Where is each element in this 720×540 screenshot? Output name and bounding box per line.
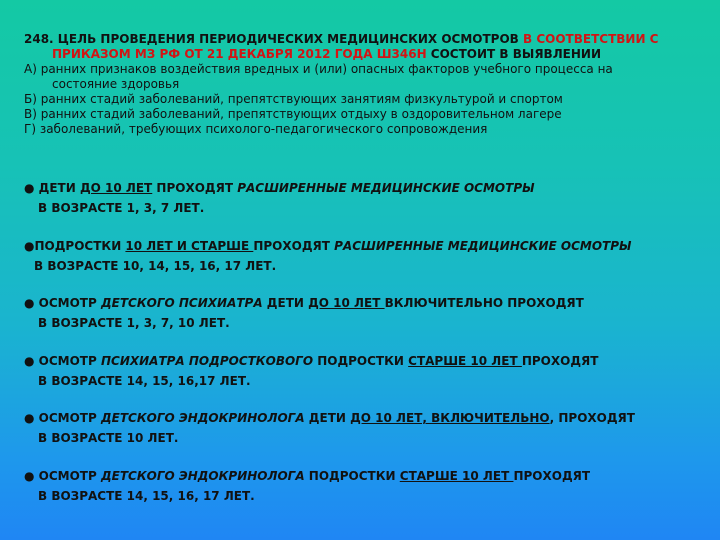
bullet-child-endocrinologist <box>24 408 704 448</box>
bullet-children-under-10 <box>24 178 704 218</box>
bullet-text: ● ОСМОТР <box>24 411 101 425</box>
bullet-text: ВКЛЮЧИТЕЛЬНО ПРОХОДЯТ <box>384 296 584 310</box>
bullet-age-line: В ВОЗРАСТЕ 1, 3, 7 ЛЕТ. <box>38 201 205 215</box>
bullet-underlined: ДО 10 ЛЕТ <box>79 181 153 195</box>
option-c: В) ранних стадий заболеваний, препятствующих отдыху в оздоровительном лагере <box>24 107 562 121</box>
bullet-text: ПОДРОСТКИ <box>304 469 400 483</box>
bullet-underlined: ДО 10 ЛЕТ <box>308 296 385 310</box>
option-d: Г) заболеваний, требующих психолого-педагогического сопровождения <box>24 122 488 136</box>
bullet-teen-endocrinologist <box>24 466 704 506</box>
bullet-text: ● ОСМОТР <box>24 296 101 310</box>
bullet-underlined: СТАРШЕ 10 ЛЕТ <box>408 354 522 368</box>
bullet-text: ● ОСМОТР <box>24 469 101 483</box>
bullet-underlined: СТАРШЕ 10 ЛЕТ <box>399 469 514 483</box>
bullet-age-line: В ВОЗРАСТЕ 1, 3, 7, 10 ЛЕТ. <box>38 316 230 330</box>
question-title-red-part1: В СООТВЕТСТВИИ С <box>523 32 659 46</box>
bullet-italic: ДЕТСКОГО ПСИХИАТРА <box>100 296 263 310</box>
bullet-text: ДЕТИ <box>262 296 309 310</box>
bullet-teens-10-and-older <box>24 236 704 276</box>
bullet-text: , ПРОХОДЯТ <box>549 411 635 425</box>
bullet-text: ●ПОДРОСТКИ <box>24 239 126 253</box>
bullet-age-line: В ВОЗРАСТЕ 14, 15, 16, 17 ЛЕТ. <box>38 489 255 503</box>
bullet-teen-psychiatrist <box>24 351 704 391</box>
bullet-age-line: В ВОЗРАСТЕ 10 ЛЕТ. <box>38 431 179 445</box>
bullet-text: ● ДЕТИ <box>24 181 80 195</box>
bullet-text: ПРОХОДЯТ <box>521 354 599 368</box>
bullet-italic: ДЕТСКОГО ЭНДОКРИНОЛОГА <box>100 411 305 425</box>
bullet-text: ПРОХОДЯТ <box>152 181 238 195</box>
question-title <box>24 32 704 62</box>
question-title-line2 <box>24 47 704 62</box>
bullet-child-psychiatrist <box>24 293 704 333</box>
question-block <box>24 32 704 137</box>
option-b: Б) ранних стадий заболеваний, препятствующих занятиям физкультурой и спортом <box>24 92 563 106</box>
bullet-underlined: ДО 10 ЛЕТ, ВКЛЮЧИТЕЛЬНО <box>350 411 550 425</box>
bullet-text: ПРОХОДЯТ <box>253 239 335 253</box>
bullet-text: ДЕТИ <box>304 411 351 425</box>
bullet-text: ● ОСМОТР <box>24 354 101 368</box>
option-a-continued: состояние здоровья <box>52 77 180 91</box>
question-title-part2: СОСТОИТ В ВЫЯВЛЕНИИ <box>426 47 601 61</box>
bullet-text: ПОДРОСТКИ <box>313 354 409 368</box>
bullet-italic: РАСШИРЕННЫЕ МЕДИЦИНСКИЕ ОСМОТРЫ <box>237 181 535 195</box>
option-a: А) ранних признаков воздействия вредных и (или) опасных факторов учебного процесса на <box>24 62 613 76</box>
bullet-text: ПРОХОДЯТ <box>513 469 591 483</box>
bullet-age-line: В ВОЗРАСТЕ 14, 15, 16,17 ЛЕТ. <box>38 374 251 388</box>
bullet-underlined: 10 ЛЕТ И СТАРШЕ <box>125 239 254 253</box>
bullet-age-line: В ВОЗРАСТЕ 10, 14, 15, 16, 17 ЛЕТ. <box>34 259 277 273</box>
question-title-part1: 248. ЦЕЛЬ ПРОВЕДЕНИЯ ПЕРИОДИЧЕСКИХ МЕДИЦИНСКИХ ОСМОТРОВ <box>24 32 524 46</box>
bullet-italic: ДЕТСКОГО ЭНДОКРИНОЛОГА <box>100 469 305 483</box>
bullet-italic: РАСШИРЕННЫЕ МЕДИЦИНСКИЕ ОСМОТРЫ <box>334 239 632 253</box>
question-title-red-part2: ПРИКАЗОМ МЗ РФ ОТ 21 ДЕКАБРЯ 2012 ГОДА Ш346Н <box>52 47 427 61</box>
bullet-italic: ПСИХИАТРА ПОДРОСТКОВОГО <box>100 354 314 368</box>
